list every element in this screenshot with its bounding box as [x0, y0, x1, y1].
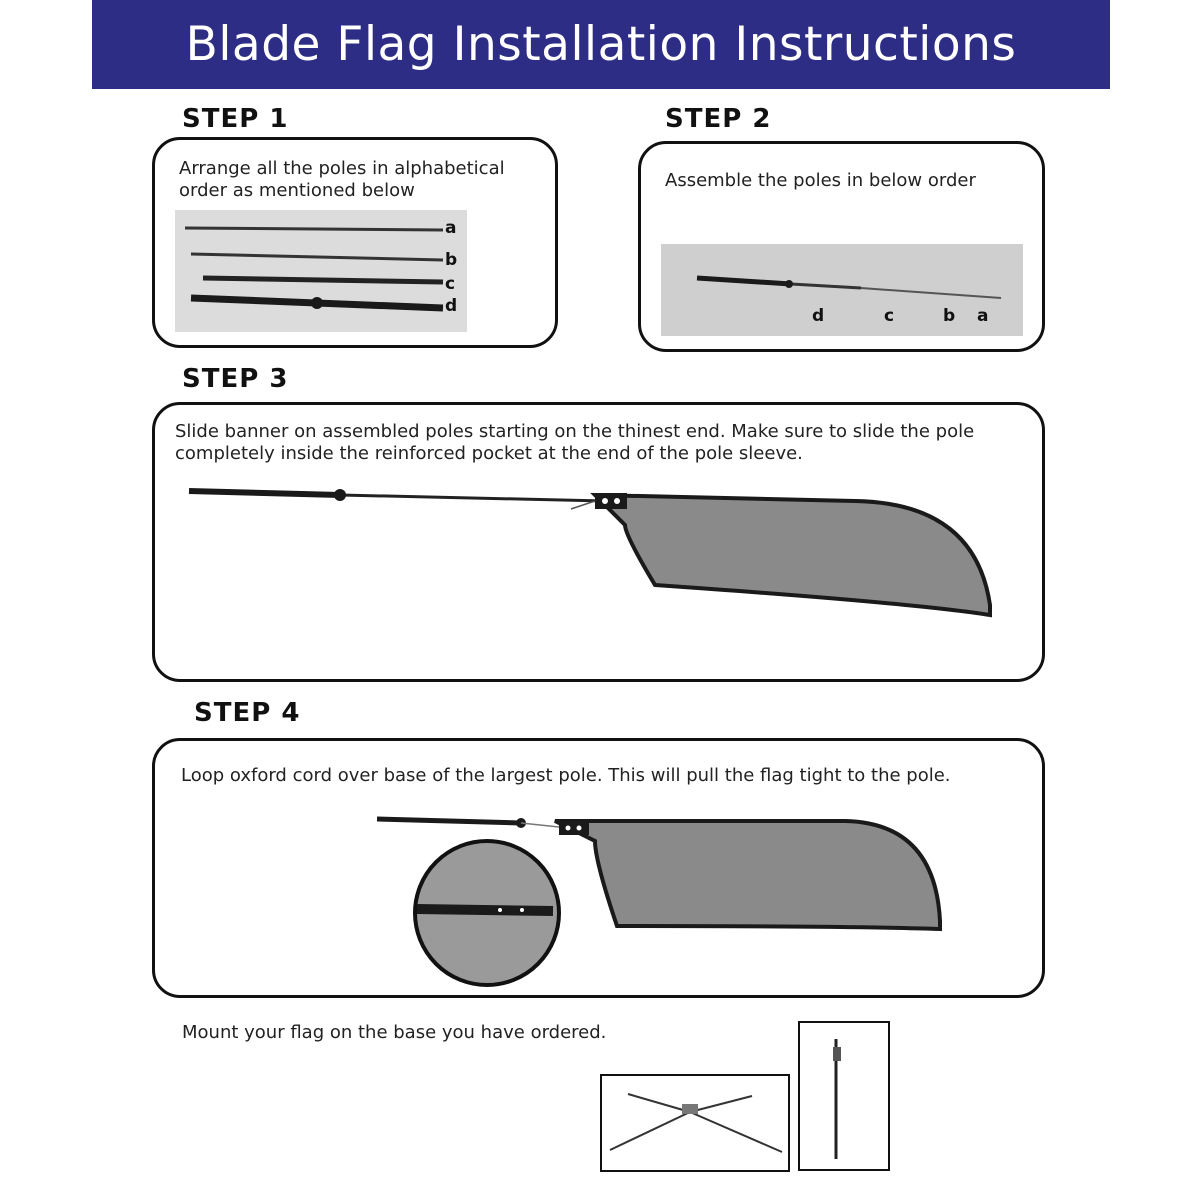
cross-base-illustration: [602, 1076, 788, 1170]
step-2-text: Assemble the poles in below order: [665, 170, 976, 191]
order-label-a: a: [977, 306, 989, 326]
page-title: Blade Flag Installation Instructions: [92, 0, 1110, 89]
ground-spike-illustration: [800, 1023, 888, 1169]
step-3-box: [152, 402, 1045, 682]
mount-instruction: Mount your flag on the base you have ordered.: [182, 1022, 607, 1043]
order-label-d: d: [812, 306, 825, 326]
step-4-heading: STEP 4: [194, 698, 301, 728]
order-label-b: b: [943, 306, 956, 326]
pole-label-c: c: [445, 274, 456, 294]
ground-spike-image: [798, 1021, 890, 1171]
step-1-poles-photo: [175, 210, 467, 332]
assembled-pole-illustration: [661, 244, 1023, 336]
poles-illustration: [175, 210, 467, 332]
step-1-heading: STEP 1: [182, 104, 289, 134]
step-4-text: Loop oxford cord over base of the largest pole. This will pull the flag tight to the pole.: [181, 765, 951, 786]
step-4-box: [152, 738, 1045, 998]
step-2-heading: STEP 2: [665, 104, 772, 134]
pole-label-a: a: [445, 218, 457, 238]
step-2-assembled-photo: [661, 244, 1023, 336]
step-2-box: [638, 141, 1045, 352]
step-4-flag-illustration: [155, 741, 1048, 1001]
step-1-box: [152, 137, 558, 348]
cross-base-image: [600, 1074, 790, 1172]
step-3-flag-illustration: [155, 405, 1048, 685]
step-1-text: Arrange all the poles in alphabetical order as mentioned below: [179, 158, 505, 201]
order-label-c: c: [884, 306, 895, 326]
pole-label-d: d: [445, 296, 458, 316]
pole-label-b: b: [445, 250, 458, 270]
step-3-text: Slide banner on assembled poles starting on the thinest end. Make sure to slide the pole completely inside the reinforced pocket at the end of the pole sleeve.: [175, 421, 975, 464]
step-3-heading: STEP 3: [182, 364, 289, 394]
